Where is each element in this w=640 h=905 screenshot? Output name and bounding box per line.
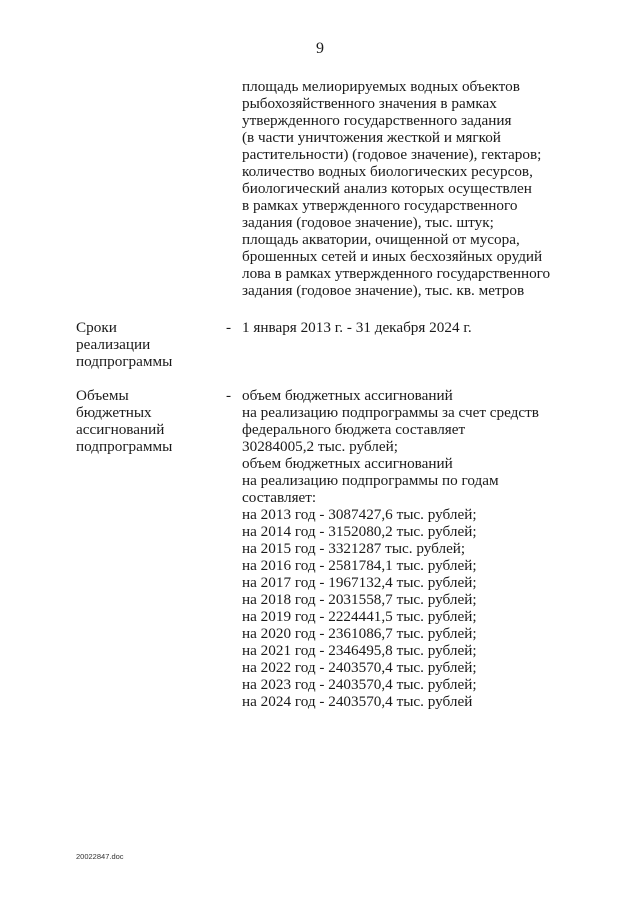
year-line: на 2016 год - 2581784,1 тыс. рублей; [242,557,477,574]
label-line: ассигнований [76,421,165,438]
label-line: Сроки [76,319,117,336]
text-line: площадь мелиорируемых водных объектов [242,78,520,95]
text-line: растительности) (годовое значение), гектаров; [242,146,542,163]
sroki-value [242,319,602,336]
text-line: 1 января 2013 г. - 31 декабря 2024 г. [242,319,472,336]
year-line: на 2015 год - 3321287 тыс. рублей; [242,540,466,557]
year-line: на 2018 год - 2031558,7 тыс. рублей; [242,591,477,608]
text-line: на реализацию подпрограммы по годам [242,472,499,489]
year-line: на 2022 год - 2403570,4 тыс. рублей; [242,659,477,676]
year-line: на 2019 год - 2224441,5 тыс. рублей; [242,608,477,625]
text-line: утвержденного государственного задания [242,112,512,129]
text-line: биологический анализ которых осуществлен [242,180,532,197]
year-line: на 2023 год - 2403570,4 тыс. рублей; [242,676,477,693]
year-line: на 2024 год - 2403570,4 тыс. рублей [242,693,473,710]
document-filename: 20022847.doc [76,852,124,861]
text-line: 30284005,2 тыс. рублей; [242,438,398,455]
year-line: на 2014 год - 3152080,2 тыс. рублей; [242,523,477,540]
year-line: на 2013 год - 3087427,6 тыс. рублей; [242,506,477,523]
page-number: 9 [316,40,324,57]
obemy-label [76,387,172,455]
year-line: на 2020 год - 2361086,7 тыс. рублей; [242,625,477,642]
label-line: подпрограммы [76,353,173,370]
text-line: в рамках утвержденного государственного [242,197,518,214]
text-line: рыбохозяйственного значения в рамках [242,95,497,112]
text-line: площадь акватории, очищенной от мусора, [242,231,520,248]
text-line: (в части уничтожения жесткой и мягкой [242,129,501,146]
indicators-text-block [242,78,602,299]
label-line: бюджетных [76,404,152,421]
text-line: составляет: [242,489,317,506]
text-line: объем бюджетных ассигнований [242,455,453,472]
year-line: на 2017 год - 1967132,4 тыс. рублей; [242,574,477,591]
label-line: реализации [76,336,151,353]
text-line: задания (годовое значение), тыс. штук; [242,214,494,231]
obemy-value-block [242,387,602,710]
year-line: на 2021 год - 2346495,8 тыс. рублей; [242,642,477,659]
text-line: задания (годовое значение), тыс. кв. метров [242,282,525,299]
sroki-dash: - [226,319,232,336]
text-line: на реализацию подпрограммы за счет средств [242,404,539,421]
text-line: федерального бюджета составляет [242,421,466,438]
text-line: объем бюджетных ассигнований [242,387,453,404]
sroki-label [76,319,172,370]
text-line: лова в рамках утвержденного государственного [242,265,551,282]
text-line: брошенных сетей и иных бесхозяйных орудий [242,248,543,265]
label-line: подпрограммы [76,438,173,455]
text-line: количество водных биологических ресурсов, [242,163,533,180]
obemy-dash: - [226,387,232,404]
label-line: Объемы [76,387,129,404]
